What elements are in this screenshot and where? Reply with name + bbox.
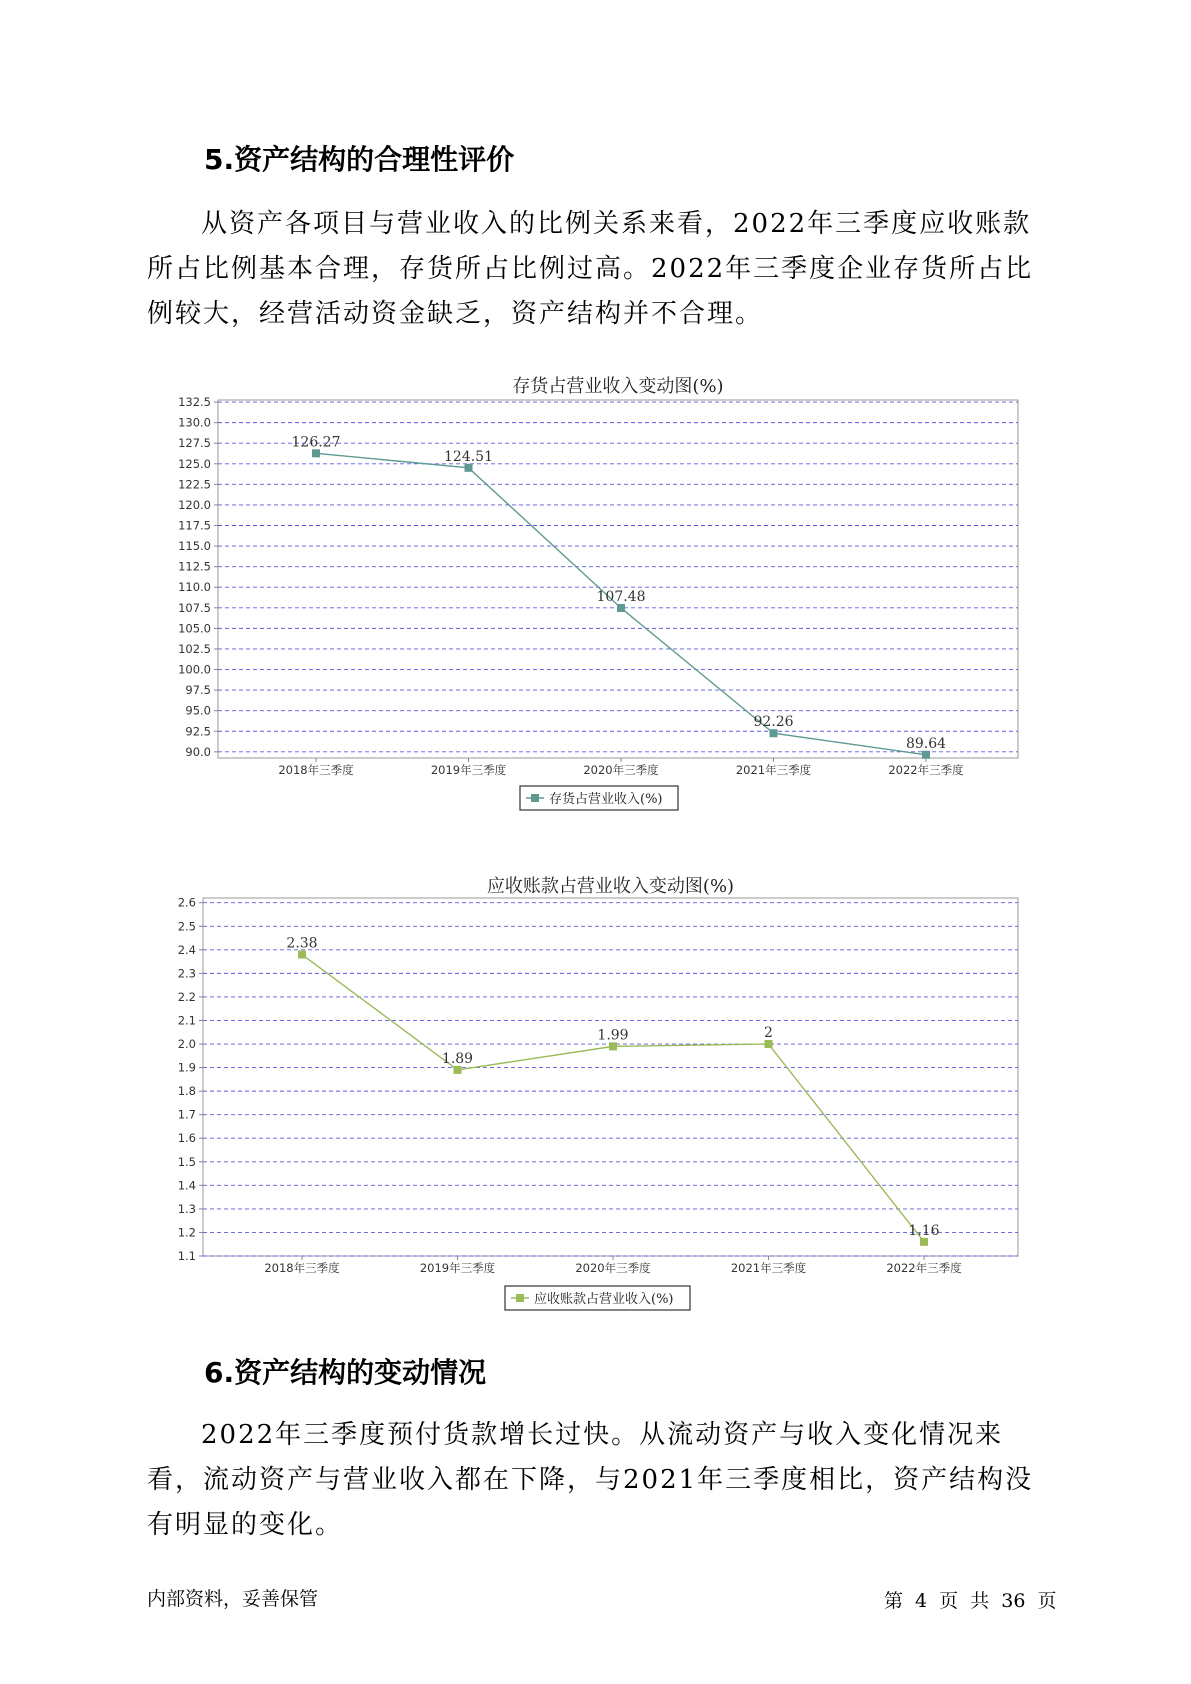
receivables-y-tick-label: 2.0 <box>177 1037 196 1052</box>
inventory-y-tick-label: 97.5 <box>185 683 211 698</box>
receivables-y-tick-label: 2.4 <box>177 942 196 957</box>
section-5-heading: 5.资产结构的合理性评价 <box>204 143 515 176</box>
inventory-x-tick-label: 2022年三季度 <box>888 763 964 777</box>
inventory-chart-title: 存货占营业收入变动图(%) <box>512 376 724 397</box>
receivables-legend-marker <box>516 1294 524 1302</box>
receivables-data-label: 1.89 <box>441 1050 474 1067</box>
inventory-y-tick-label: 115.0 <box>178 539 211 554</box>
receivables-plot-area <box>203 898 1018 1256</box>
receivables-x-tick-label: 2018年三季度 <box>264 1261 340 1275</box>
inventory-legend-marker <box>531 794 539 802</box>
receivables-y-tick-label: 2.5 <box>177 919 196 934</box>
receivables-y-tick-label: 1.9 <box>177 1060 196 1075</box>
inventory-data-label: 124.51 <box>444 448 493 465</box>
inventory-y-tick-label: 100.0 <box>178 662 211 677</box>
receivables-y-tick-label: 1.5 <box>177 1154 196 1169</box>
inventory-y-tick-label: 127.5 <box>178 436 211 451</box>
inventory-y-tick-label: 112.5 <box>178 559 211 574</box>
inventory-x-tick-label: 2019年三季度 <box>430 763 507 777</box>
inventory-y-tick-label: 132.5 <box>178 395 211 410</box>
receivables-data-point <box>454 1066 462 1074</box>
inventory-y-tick-label: 122.5 <box>178 477 211 492</box>
inventory-data-label: 89.64 <box>905 735 947 752</box>
receivables-ratio-chart <box>0 862 1191 1322</box>
inventory-ratio-chart-svg <box>0 362 1191 822</box>
receivables-y-tick-label: 1.7 <box>177 1107 196 1122</box>
inventory-legend <box>520 786 678 810</box>
inventory-data-label: 126.27 <box>291 434 341 451</box>
receivables-chart-title: 应收账款占营业收入变动图(%) <box>486 876 735 897</box>
receivables-x-tick-label: 2021年三季度 <box>730 1261 807 1275</box>
inventory-data-point <box>770 729 778 737</box>
inventory-data-point <box>312 449 320 457</box>
footer-page-number: 第 4 页 共 36 页 <box>884 1590 1057 1612</box>
receivables-ratio-chart-svg <box>0 862 1191 1322</box>
receivables-y-tick-label: 1.1 <box>177 1249 196 1263</box>
receivables-data-point <box>609 1042 617 1050</box>
section-5-paragraph: 从资产各项目与营业收入的比例关系来看，2022年三季度应收账款所占比例基本合理，存货所占比例过高。2022年三季度企业存货所占比例较大，经营活动资金缺乏，资产结构并不合理。 <box>147 209 1034 329</box>
receivables-data-label: 1.99 <box>597 1027 629 1044</box>
receivables-y-tick-label: 2.3 <box>177 966 196 981</box>
receivables-data-label: 2.38 <box>286 935 318 952</box>
inventory-y-tick-label: 92.5 <box>185 724 211 739</box>
inventory-y-tick-label: 102.5 <box>178 641 211 656</box>
receivables-data-point <box>920 1238 928 1246</box>
receivables-x-tick-label: 2020年三季度 <box>575 1261 651 1275</box>
section-6-heading: 6.资产结构的变动情况 <box>204 1356 487 1389</box>
receivables-x-tick-label: 2022年三季度 <box>886 1261 962 1275</box>
receivables-y-tick-label: 1.4 <box>177 1178 196 1193</box>
inventory-y-tick-label: 125.0 <box>178 456 211 471</box>
inventory-y-tick-label: 130.0 <box>178 415 211 430</box>
inventory-x-tick-label: 2020年三季度 <box>583 763 659 777</box>
inventory-data-point <box>465 464 473 472</box>
receivables-data-label: 2 <box>764 1025 773 1042</box>
section-6-paragraph: 2022年三季度预付货款增长过快。从流动资产与收入变化情况来看，流动资产与营业收入都在下降，与2021年三季度相比，资产结构没有明显的变化。 <box>147 1420 1034 1540</box>
inventory-y-tick-label: 110.0 <box>178 580 211 595</box>
inventory-y-tick-label: 120.0 <box>178 497 211 512</box>
inventory-legend-label: 存货占营业收入(%) <box>549 792 663 807</box>
receivables-data-label: 1.16 <box>908 1222 940 1239</box>
inventory-y-tick-label: 107.5 <box>178 600 211 615</box>
receivables-y-tick-label: 1.3 <box>177 1201 196 1216</box>
inventory-x-tick-label: 2021年三季度 <box>735 763 812 777</box>
receivables-y-tick-label: 2.2 <box>177 989 196 1004</box>
inventory-data-label: 92.26 <box>753 714 794 731</box>
inventory-ratio-chart <box>0 362 1191 822</box>
inventory-y-tick-label: 117.5 <box>178 518 211 533</box>
receivables-y-tick-label: 1.8 <box>177 1084 196 1099</box>
receivables-legend <box>505 1286 690 1310</box>
receivables-x-tick-label: 2019年三季度 <box>419 1261 496 1275</box>
receivables-y-tick-label: 2.6 <box>177 895 196 910</box>
receivables-y-tick-label: 1.6 <box>177 1131 196 1146</box>
inventory-y-tick-label: 90.0 <box>185 744 211 759</box>
inventory-data-point <box>922 751 930 759</box>
inventory-y-tick-label: 95.0 <box>185 703 211 718</box>
receivables-y-tick-label: 2.1 <box>177 1013 196 1028</box>
footer-confidential-note: 内部资料，妥善保管 <box>147 1588 319 1610</box>
inventory-y-tick-label: 105.0 <box>178 621 211 636</box>
receivables-legend-label: 应收账款占营业收入(%) <box>534 1292 674 1307</box>
inventory-plot-area <box>218 400 1018 758</box>
inventory-data-point <box>617 604 625 612</box>
inventory-data-label: 107.48 <box>596 588 646 605</box>
receivables-y-tick-label: 1.2 <box>177 1225 196 1240</box>
receivables-data-point <box>298 951 306 959</box>
receivables-data-point <box>765 1040 773 1048</box>
inventory-x-tick-label: 2018年三季度 <box>278 763 354 777</box>
